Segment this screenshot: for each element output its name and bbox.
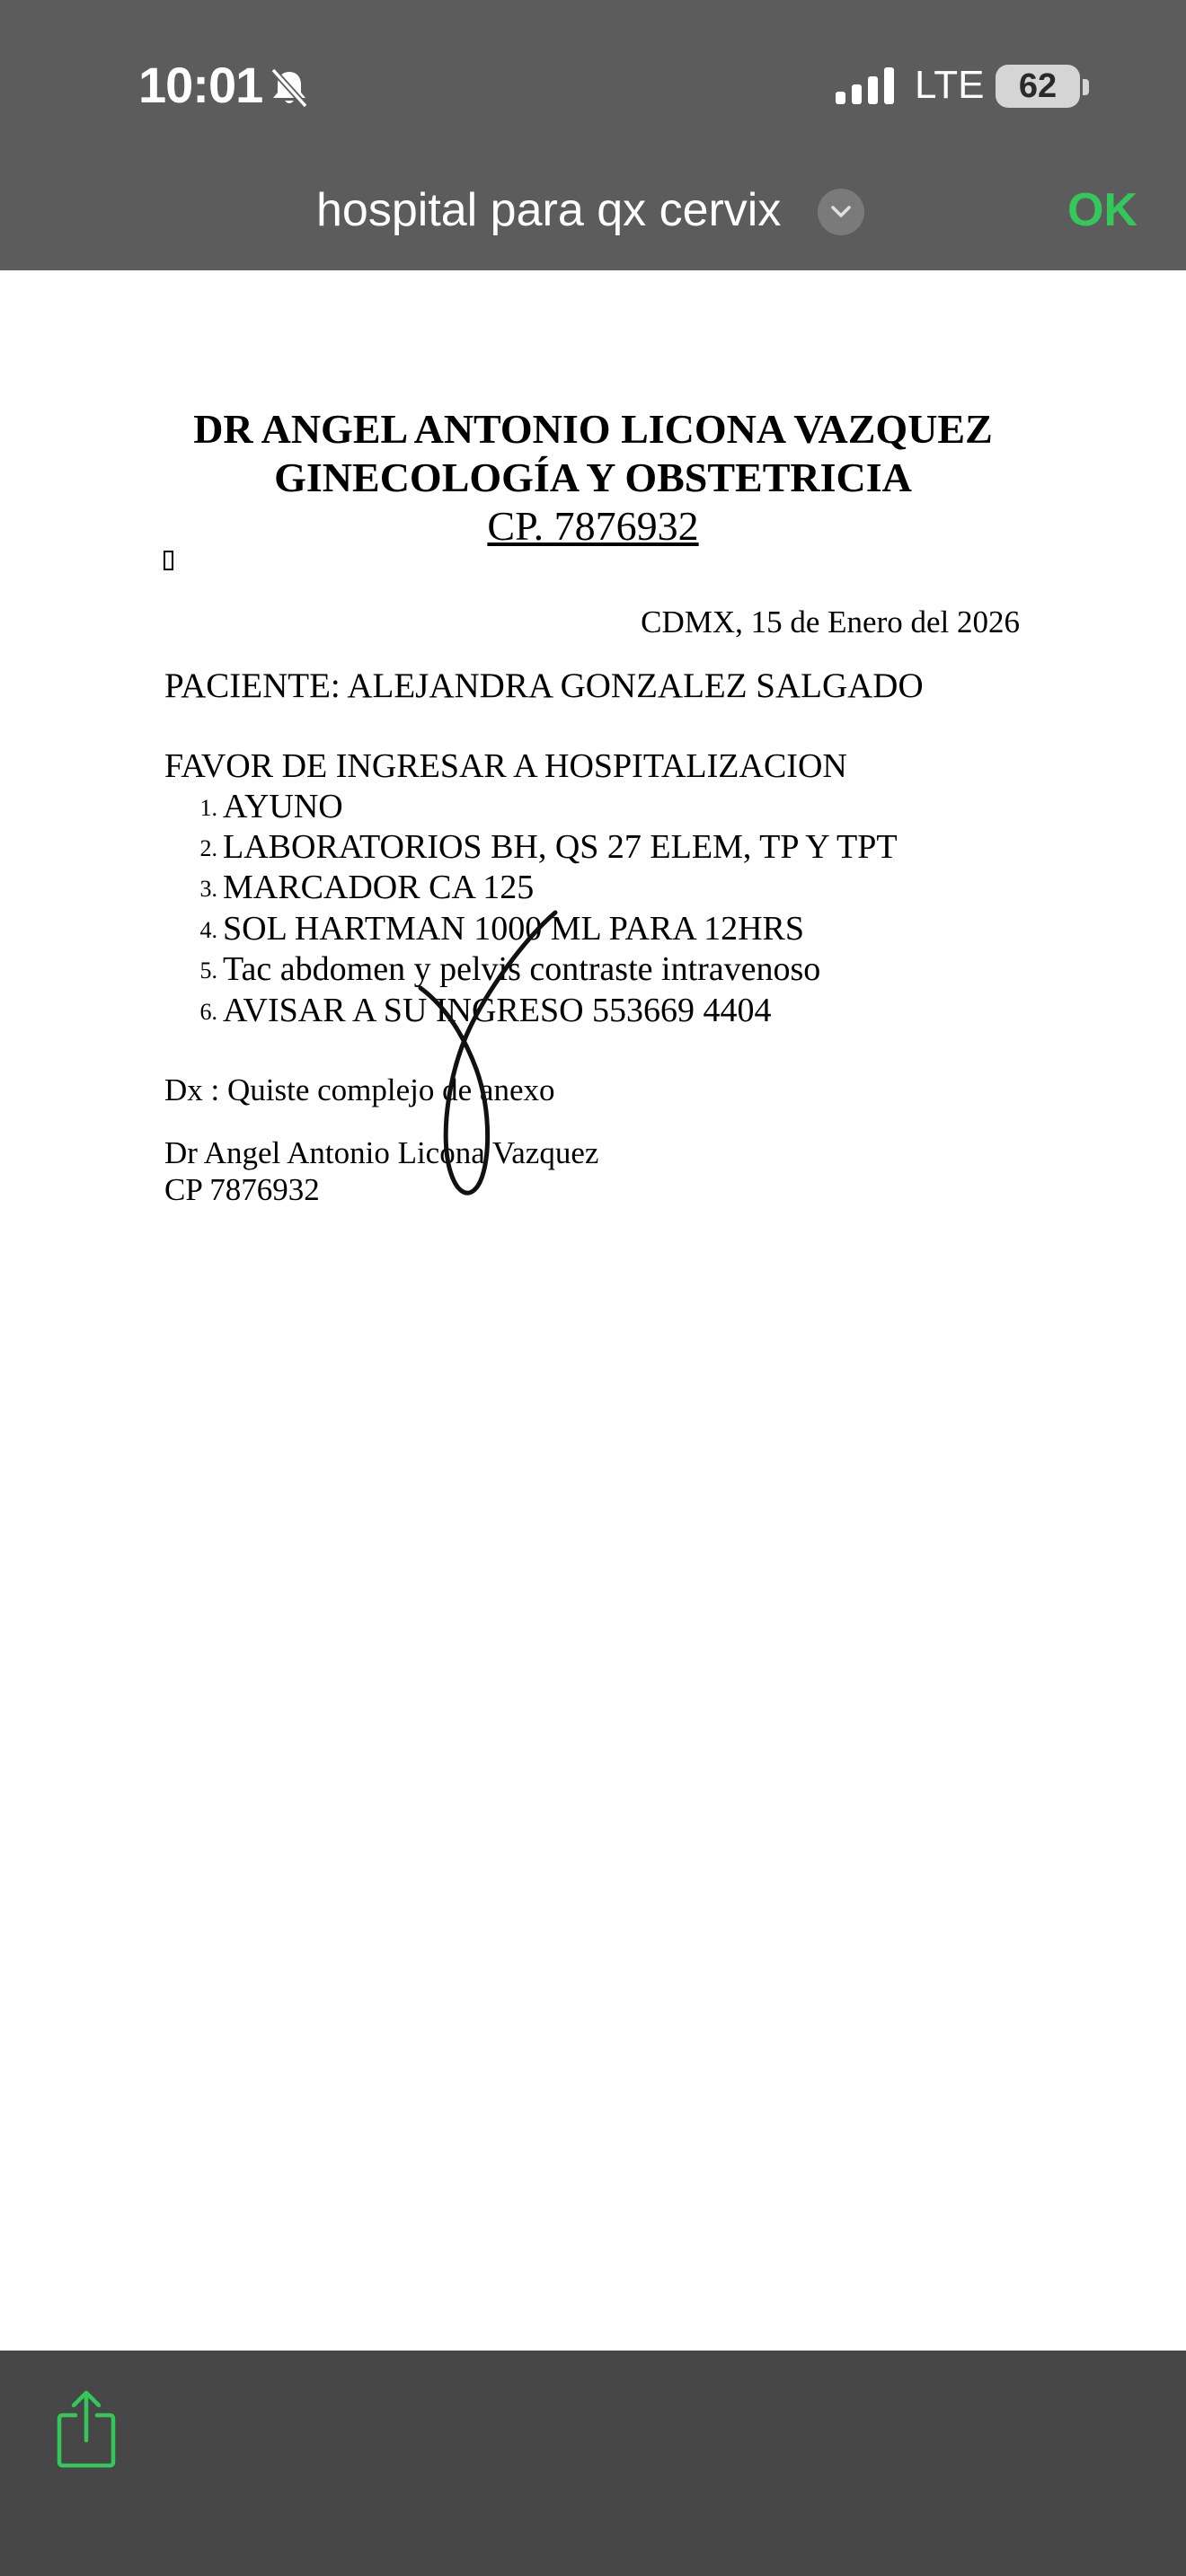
instruction-number: 6. xyxy=(199,999,217,1025)
instruction-number: 1. xyxy=(199,795,217,821)
specialty-heading: GINECOLOGÍA Y OBSTETRICIA xyxy=(274,454,912,500)
handwritten-signature xyxy=(395,2,575,577)
date-line: CDMX, 15 de Enero del 2026 xyxy=(641,604,1020,640)
share-icon[interactable] xyxy=(54,2388,119,2469)
instruction-text: AYUNO xyxy=(223,788,343,825)
license-heading: CP. 7876932 xyxy=(487,503,699,549)
instruction-text: SOL HARTMAN 1000 ML PARA 12HRS xyxy=(223,910,805,948)
patient-line: PACIENTE: ALEJANDRA GONZALEZ SALGADO xyxy=(164,666,924,705)
signature-name: Dr Angel Antonio Licona Vazquez xyxy=(164,1135,599,1170)
title-menu-button[interactable] xyxy=(818,189,864,235)
top-bar xyxy=(0,0,1186,270)
missing-glyph-box xyxy=(164,551,173,570)
bottom-toolbar xyxy=(0,2351,1186,2576)
instruction-text: LABORATORIOS BH, QS 27 ELEM, TP Y TPT xyxy=(223,828,898,866)
instruction-number: 2. xyxy=(199,835,217,861)
diagnosis-line: Dx : Quiste complejo de anexo xyxy=(164,1072,555,1107)
document-page xyxy=(0,270,1186,2351)
doctor-name-heading: DR ANGEL ANTONIO LICONA VAZQUEZ xyxy=(193,406,993,452)
network-type: LTE xyxy=(915,63,985,107)
instruction-text: Tac abdomen y pelvis contraste intravenoso xyxy=(223,950,821,988)
battery-nub xyxy=(1083,79,1089,95)
instruction-text: MARCADOR CA 125 xyxy=(223,869,535,906)
chevron-down-icon xyxy=(830,203,852,221)
instruction-number: 3. xyxy=(199,876,217,902)
document-title[interactable]: hospital para qx cervix xyxy=(316,184,782,236)
status-time: 10:01 xyxy=(138,57,263,113)
battery-indicator: 62 xyxy=(996,65,1080,108)
handwritten-signature xyxy=(395,898,575,1204)
instruction-number: 4. xyxy=(199,917,217,943)
cellular-signal-icon xyxy=(836,65,898,108)
ok-button[interactable]: OK xyxy=(1067,184,1137,236)
instruction-number: 5. xyxy=(199,957,217,984)
admission-line: FAVOR DE INGRESAR A HOSPITALIZACION xyxy=(164,747,847,785)
signature-license: CP 7876932 xyxy=(164,1172,320,1207)
instruction-text: AVISAR A SU INGRESO 553669 4404 xyxy=(223,992,772,1029)
bell-slash-icon xyxy=(266,65,313,111)
